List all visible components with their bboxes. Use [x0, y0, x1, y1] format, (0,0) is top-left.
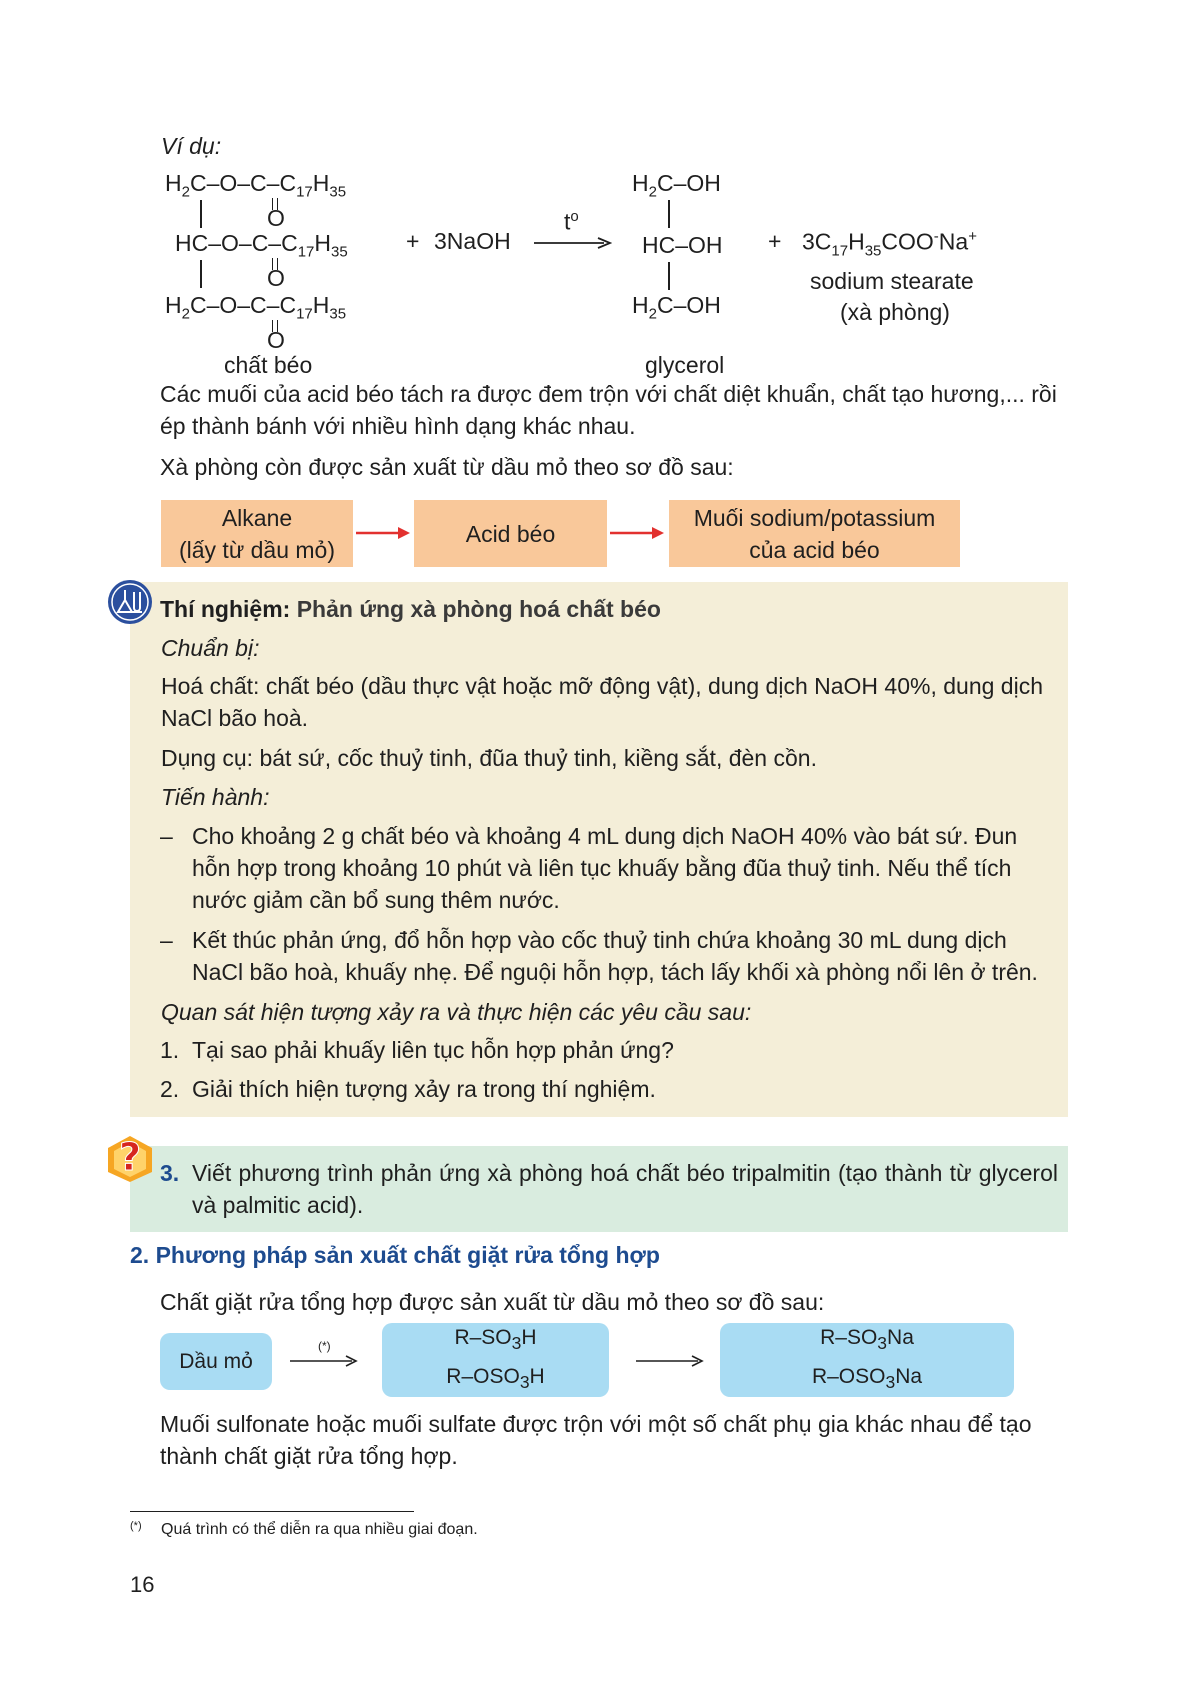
footnote-mark: (*)	[130, 1520, 142, 1532]
chemicals-text: Hoá chất: chất béo (dầu thực vật hoặc mỡ động vật), dung dịch NaOH 40%, dung dịch NaCl bão hoà.	[161, 673, 1043, 731]
flow-box-acid: Acid béo	[414, 500, 607, 567]
paragraph-soap-shaping: Các muối của acid béo tách ra được đem trộn với chất diệt khuẩn, chất tạo hương,... rồi ép thành bánh với nhiều hình dạng khác nhau.	[160, 381, 1057, 439]
question-2-text: Giải thích hiện tượng xảy ra trong thí nghiệm.	[192, 1076, 656, 1102]
flask-icon	[106, 578, 154, 626]
formula-h2c-bottom: $H_2C-O-C-C_{17}H_{35}$	[165, 292, 347, 323]
footnote-text: Quá trình có thể diễn ra qua nhiều giai đoạn.	[161, 1521, 478, 1538]
fat-label: chất béo	[224, 352, 313, 378]
question-mark-icon	[104, 1120, 156, 1182]
reaction-arrow	[534, 236, 612, 250]
prep-label: Chuẩn bị:	[161, 635, 260, 661]
question-3-number: 3.	[160, 1160, 180, 1186]
arrow-note: (*)	[318, 1339, 331, 1353]
plus-sign: +	[406, 228, 420, 254]
section-2-closing: Muối sulfonate hoặc muối sulfate được trộn với một số chất phụ gia khác nhau để tạo thành chất giặt rửa tổng hợp.	[160, 1411, 1032, 1469]
detergent-box-crude-oil: Dầu mỏ	[160, 1333, 272, 1390]
glycerol-top: $H_2C-OH$	[632, 170, 721, 201]
carbonyl-o: O	[267, 265, 285, 291]
glycerol-middle: HC–OH	[642, 232, 723, 258]
step-dash: –	[160, 927, 173, 953]
bond-vertical	[668, 200, 670, 228]
flow-box-salt: Muối sodium/potassium của acid béo	[669, 500, 960, 567]
paragraph-soap-from-oil: Xà phòng còn được sản xuất từ dầu mỏ theo sơ đồ sau:	[160, 454, 734, 480]
formula-hc-middle: $HC-O-C-C_{17}H_{35}$	[175, 230, 348, 261]
flow-arrow-icon	[290, 1354, 358, 1368]
svg-text:?: ?	[118, 1135, 142, 1179]
flow-arrow-icon	[636, 1354, 704, 1368]
procedure-step-2: Kết thúc phản ứng, đổ hỗn hợp vào cốc thuỷ tinh chứa khoảng 30 mL dung dịch NaCl bão hoà, khuấy nhẹ. Để nguội hỗn hợp, tách lấy khối xà phòng nổi lên ở trên.	[192, 927, 1038, 985]
question-1-text: Tại sao phải khuấy liên tục hỗn hợp phản ứng?	[192, 1037, 674, 1063]
procedure-label: Tiến hành:	[161, 784, 270, 810]
red-arrow-icon	[610, 525, 666, 541]
procedure-step-1: Cho khoảng 2 g chất béo và khoảng 4 mL dung dịch NaOH 40% vào bát sứ. Đun hỗn hợp trong khoảng 10 phút và liên tục khuấy bằng đũa thuỷ tinh. Nếu thể tích nước giảm cần bổ sung thêm nước.	[192, 823, 1018, 913]
flow-box-alkane: Alkane (lấy từ dầu mỏ)	[161, 500, 353, 567]
step-dash: –	[160, 823, 173, 849]
glycerol-label: glycerol	[645, 352, 725, 378]
question-1-number: 1.	[160, 1037, 180, 1063]
bond-vertical	[200, 200, 202, 228]
condition-temperature: $t^o$	[564, 208, 579, 235]
product-name: sodium stearate	[810, 268, 974, 294]
experiment-title: Thí nghiệm: Phản ứng xà phòng hoá chất béo	[160, 596, 661, 622]
product-note: (xà phòng)	[840, 299, 950, 325]
plus-sign: +	[768, 228, 782, 254]
tools-text: Dụng cụ: bát sứ, cốc thuỷ tinh, đũa thuỷ tinh, kiềng sắt, đèn cồn.	[161, 745, 817, 771]
question-2-number: 2.	[160, 1076, 180, 1102]
product-formula: $3C_{17}H_{35}COO^-Na^+$	[802, 228, 977, 260]
footnote-divider	[130, 1511, 414, 1512]
reagent-naoh: 3NaOH	[434, 228, 511, 254]
section-2-intro: Chất giặt rửa tổng hợp được sản xuất từ dầu mỏ theo sơ đồ sau:	[160, 1289, 825, 1315]
question-3-text: Viết phương trình phản ứng xà phòng hoá chất béo tripalmitin (tạo thành từ glycerol và palmitic acid).	[192, 1160, 1058, 1218]
carbonyl-o: O	[267, 205, 285, 231]
bond-vertical	[668, 262, 670, 290]
formula-h2c-top: $H_2C-O-C-C_{17}H_{35}$	[165, 170, 347, 201]
page-number: 16	[130, 1572, 155, 1597]
glycerol-bottom: $H_2C-OH$	[632, 292, 721, 323]
red-arrow-icon	[356, 525, 412, 541]
saponification-equation	[0, 0, 1191, 380]
bond-vertical	[200, 260, 202, 288]
detergent-box-salts: $R-SO_3Na$ $R-OSO_3Na$	[720, 1323, 1014, 1397]
observe-instruction: Quan sát hiện tượng xảy ra và thực hiện các yêu cầu sau:	[161, 999, 752, 1025]
detergent-box-acids: $R-SO_3H$ $R-OSO_3H$	[382, 1323, 609, 1397]
example-label: Ví dụ:	[161, 133, 222, 159]
section-2-heading: 2. Phương pháp sản xuất chất giặt rửa tổng hợp	[130, 1242, 660, 1268]
carbonyl-o: O	[267, 327, 285, 353]
